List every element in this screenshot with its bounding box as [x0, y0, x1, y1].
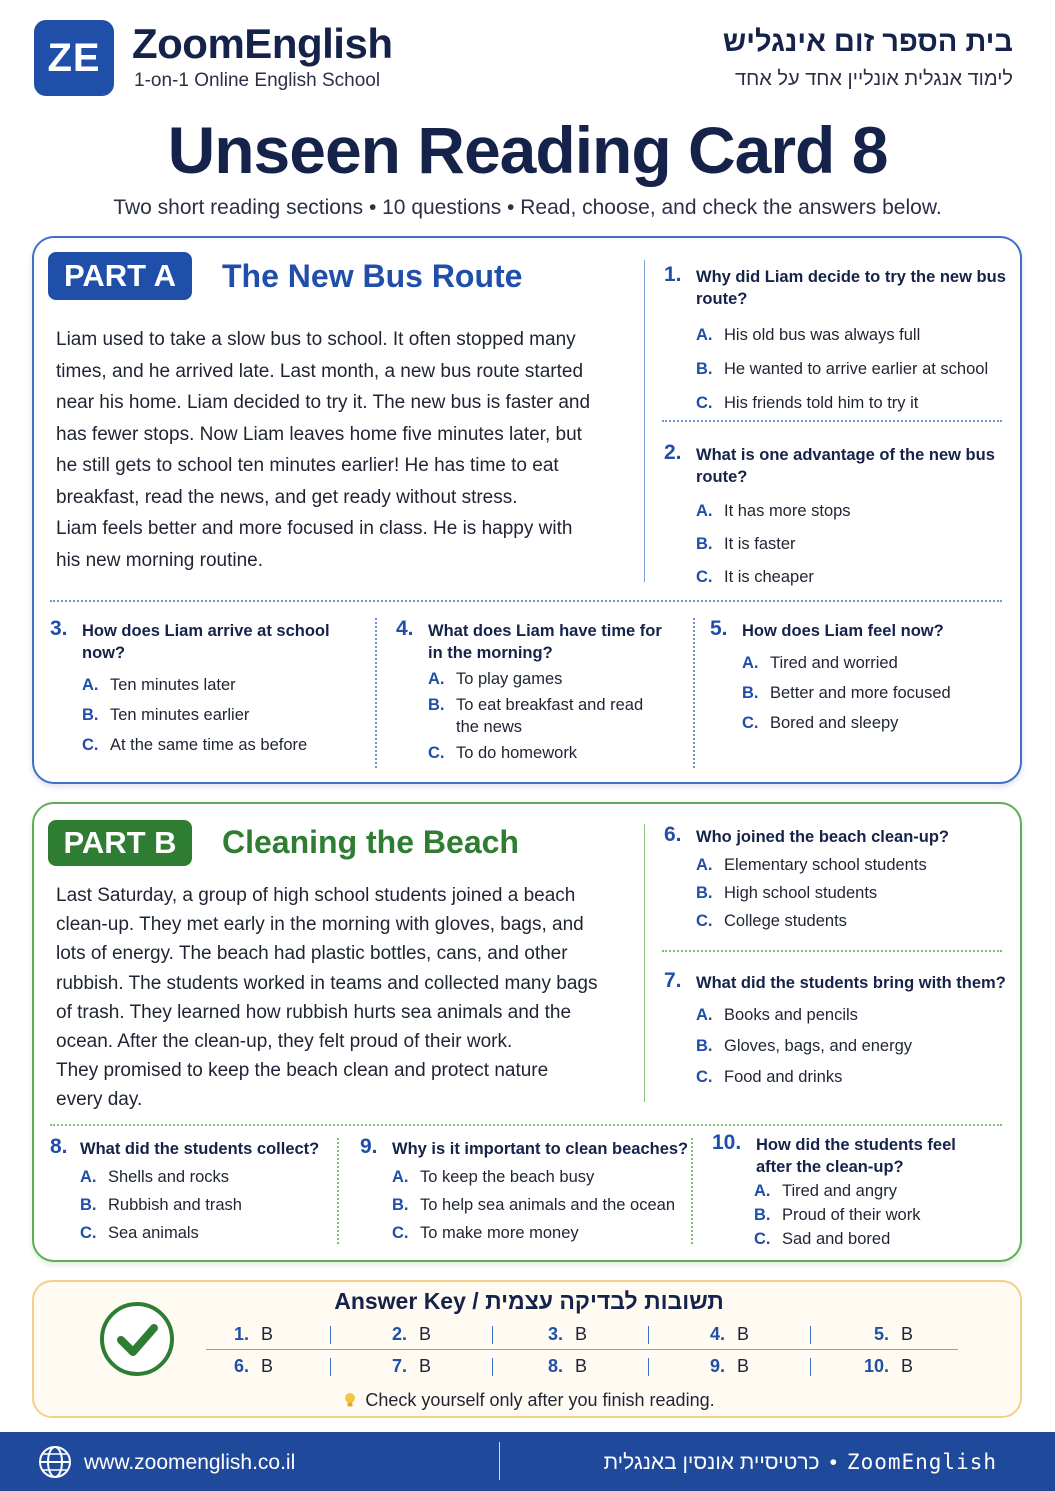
logo: ZE: [34, 20, 114, 96]
answer-key-title: Answer Key / תשובות לבדיקה עצמית: [334, 1288, 724, 1314]
answer-key-note: Check yourself only after you finish reading.: [34, 1390, 1024, 1411]
question-10: [712, 1131, 1002, 1252]
separator: [330, 1326, 331, 1344]
answer-option[interactable]: A. His old bus was always full: [696, 326, 921, 344]
divider: [662, 950, 1002, 952]
divider: [206, 1349, 958, 1350]
answer-option[interactable]: A. To play games: [428, 670, 563, 688]
part-b-card: [32, 802, 1022, 1262]
answer-item: 9. B: [710, 1356, 750, 1376]
part-a-passage: [56, 324, 616, 576]
answer-key-card: [32, 1280, 1022, 1418]
answer-option[interactable]: B. To eat breakfast and read the news: [428, 696, 644, 736]
passage-line: Last Saturday, a group of high school students joined a beach: [56, 885, 576, 906]
question-number: 7.: [664, 969, 682, 992]
answer-option[interactable]: C. Sad and bored: [754, 1230, 891, 1248]
question-1: [664, 263, 1014, 426]
answer-option[interactable]: B. Gloves, bags, and energy: [696, 1037, 913, 1055]
answer-option[interactable]: B. Ten minutes earlier: [82, 706, 250, 724]
question-number: 3.: [50, 617, 68, 640]
answer-key-row: [206, 1352, 958, 1382]
passage-line: ocean. After the clean-up, they felt proud of their work.: [56, 1031, 513, 1053]
divider: [693, 618, 695, 768]
answer-option[interactable]: A. Tired and worried: [742, 654, 898, 672]
passage-line: Liam feels better and more focused in class. He is happy with: [56, 518, 573, 539]
question-text: What did the students bring with them?: [696, 974, 1006, 992]
passage-line: near his home. Liam decided to try it. The new bus is faster and: [56, 392, 591, 413]
question-number: 6.: [664, 823, 682, 846]
footer-brand: כרטיסיית אונסין באנגלית • ZoomEnglish: [603, 1450, 997, 1474]
answer-option[interactable]: A. Shells and rocks: [80, 1168, 230, 1186]
answer-option[interactable]: C. Food and drinks: [696, 1068, 843, 1086]
answer-item: 8. B: [548, 1356, 588, 1376]
answer-item: 2. B: [392, 1324, 432, 1344]
part-a-card: [32, 236, 1022, 784]
separator: [810, 1326, 811, 1344]
divider: [691, 1138, 693, 1244]
part-b-badge: PART B: [48, 820, 192, 866]
passage-line: his new morning routine.: [56, 549, 263, 571]
answer-option[interactable]: B. High school students: [696, 884, 878, 902]
answer-option[interactable]: A. Books and pencils: [696, 1006, 858, 1024]
answer-option[interactable]: B. It is faster: [696, 535, 796, 553]
separator: [810, 1358, 811, 1376]
page-subtitle: Two short reading sections • 10 questions • Read, choose, and check the answers below.: [113, 196, 942, 219]
hebrew-school-name: בית הספר זום אינגליש: [722, 26, 1013, 58]
question-number: 5.: [710, 617, 728, 640]
passage-line: every day.: [56, 1089, 143, 1111]
part-a-badge: PART A: [48, 252, 192, 300]
separator: [492, 1326, 493, 1344]
question-number: 1.: [664, 263, 682, 286]
question-text: How does Liam feel now?: [742, 622, 944, 640]
answer-option[interactable]: C. Sea animals: [80, 1224, 199, 1242]
question-9: [360, 1135, 690, 1250]
passage-line: lots of energy. The beach had plastic bottles, cans, and other: [56, 943, 568, 965]
question-5: [710, 617, 1000, 742]
divider: [375, 618, 377, 768]
answer-option[interactable]: A. Tired and angry: [754, 1182, 897, 1200]
answer-option[interactable]: A. To keep the beach busy: [392, 1168, 595, 1186]
answer-option[interactable]: C. To make more money: [392, 1224, 579, 1242]
question-6: [664, 823, 1014, 938]
answer-option[interactable]: C. Bored and sleepy: [742, 714, 899, 732]
answer-option[interactable]: B. To help sea animals and the ocean: [392, 1196, 676, 1214]
part-b-passage: [56, 881, 626, 1115]
question-number: 4.: [396, 617, 414, 640]
separator: [648, 1326, 649, 1344]
divider: [644, 824, 645, 1102]
header: [0, 0, 1055, 110]
divider: [337, 1138, 339, 1244]
answer-item: 3. B: [548, 1324, 588, 1344]
answer-option[interactable]: C. At the same time as before: [82, 736, 308, 754]
question-number: 8.: [50, 1135, 68, 1158]
page-title: Unseen Reading Card 8: [167, 113, 888, 187]
passage-line: has fewer stops. Now Liam leaves home five minutes later, but: [56, 423, 582, 445]
answer-item: 7. B: [392, 1356, 432, 1376]
passage-line: he still gets to school ten minutes earlier! He has time to eat: [56, 455, 559, 476]
question-number: 9.: [360, 1135, 378, 1158]
passage-line: clean-up. They met early in the morning with gloves, bags, and: [56, 914, 584, 936]
question-text: How did the students feel after the clean-up?: [756, 1136, 956, 1176]
question-text: What is one advantage of the new bus route?: [696, 446, 995, 486]
passage-line: rubbish. The students worked in teams and collected many bags: [56, 972, 598, 994]
brand-name: ZoomEnglish: [132, 20, 393, 67]
question-2: [664, 441, 1014, 599]
question-text: Who joined the beach clean-up?: [696, 828, 950, 846]
answer-key-row: [206, 1320, 958, 1350]
divider: [644, 260, 645, 582]
website-link[interactable]: www.zoomenglish.co.il: [84, 1451, 296, 1474]
answer-item: 5. B: [874, 1324, 914, 1344]
brand-tagline: 1-on-1 Online English School: [134, 70, 381, 91]
answer-option[interactable]: B. Rubbish and trash: [80, 1196, 242, 1214]
part-a-title: The New Bus Route: [222, 258, 523, 294]
answer-item: 4. B: [710, 1324, 750, 1344]
separator: [499, 1442, 500, 1480]
answer-option[interactable]: A. It has more stops: [696, 502, 851, 520]
answer-option[interactable]: B. Better and more focused: [742, 684, 951, 702]
question-8: [50, 1135, 335, 1250]
passage-line: They promised to keep the beach clean and protect nature: [56, 1060, 549, 1082]
passage-line: times, and he arrived late. Last month, a new bus route started: [56, 360, 584, 382]
question-text: Why did Liam decide to try the new bus route?: [696, 268, 1006, 308]
passage-line: Liam used to take a slow bus to school. It often stopped many: [56, 329, 576, 350]
answer-item: 10. B: [864, 1356, 914, 1376]
question-text: How does Liam arrive at school now?: [82, 622, 330, 662]
question-text: What does Liam have time for in the morning?: [428, 622, 662, 662]
answer-item: 1. B: [234, 1324, 274, 1344]
passage-line: breakfast, read the news, and get ready without stress.: [56, 486, 518, 508]
lightbulb-icon: [343, 1392, 357, 1408]
divider: [50, 600, 1002, 602]
answer-item: 6. B: [234, 1356, 274, 1376]
answer-option[interactable]: C. His friends told him to try it: [696, 394, 919, 412]
passage-line: of trash. They learned how rubbish hurts sea animals and the: [56, 1001, 572, 1023]
question-3: [50, 617, 370, 764]
answer-option[interactable]: C. It is cheaper: [696, 568, 814, 586]
globe-icon: [38, 1445, 72, 1479]
separator: [492, 1358, 493, 1376]
separator: [330, 1358, 331, 1376]
separator: [648, 1358, 649, 1376]
answer-option[interactable]: B. He wanted to arrive earlier at school: [696, 360, 989, 378]
question-text: What did the students collect?: [80, 1140, 320, 1158]
part-b-title: Cleaning the Beach: [222, 824, 519, 860]
hebrew-tagline: לימוד אנגלית אונליין אחד על אחד: [735, 68, 1013, 90]
answer-option[interactable]: B. Proud of their work: [754, 1206, 921, 1224]
answer-option[interactable]: C. To do homework: [428, 744, 578, 762]
answer-option[interactable]: A. Elementary school students: [696, 856, 927, 874]
question-text: Why is it important to clean beaches?: [392, 1140, 689, 1158]
footer: [0, 1432, 1055, 1491]
question-number: 2.: [664, 441, 682, 464]
answer-option[interactable]: C. College students: [696, 912, 847, 930]
divider: [50, 1124, 1002, 1126]
question-4: [396, 617, 686, 768]
question-7: [664, 969, 1014, 1097]
answer-option[interactable]: A. Ten minutes later: [82, 676, 236, 694]
question-number: 10.: [712, 1131, 742, 1154]
